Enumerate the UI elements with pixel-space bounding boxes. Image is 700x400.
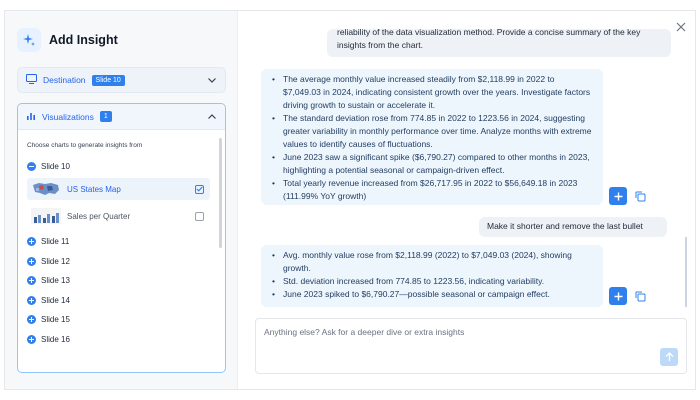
slide-label: Slide 13 (41, 276, 70, 285)
response-actions (609, 287, 647, 305)
slide-15-toggle[interactable] (27, 315, 70, 324)
chat-panel (239, 11, 695, 389)
expand-icon (27, 296, 36, 305)
left-panel (5, 11, 238, 389)
expand-icon (27, 335, 36, 344)
chevron-up-icon[interactable] (207, 112, 217, 122)
destination-badge: Slide 10 (92, 75, 125, 86)
checkbox-unchecked[interactable] (195, 212, 204, 221)
slide-13-toggle[interactable] (27, 276, 70, 285)
chart-name: US States Map (67, 184, 121, 194)
slide-label: Slide 11 (41, 237, 70, 246)
bot-response (261, 69, 603, 205)
visualizations-list (18, 130, 225, 372)
copy-icon[interactable] (633, 189, 647, 203)
bar-chart-thumbnail-icon (31, 208, 61, 224)
expand-icon (27, 276, 36, 285)
slide-10-toggle[interactable] (27, 162, 70, 171)
destination-label: Destination (43, 75, 86, 85)
list-item: • The standard deviation rose from 774.85 in 2022 to 1223.56 in 2024, suggesting greater variability in monthly performance over time. Analyze months with extreme values to identify causes of fluctuations. (283, 112, 593, 151)
visualizations-header[interactable] (18, 104, 225, 130)
slide-label: Slide 14 (41, 296, 70, 305)
dialog-header (17, 25, 118, 55)
bullet-list (283, 73, 593, 203)
slide-label: Slide 10 (41, 162, 70, 171)
chevron-down-icon[interactable] (207, 75, 217, 85)
destination-section[interactable] (17, 67, 226, 93)
map-thumbnail-icon (31, 181, 61, 197)
add-insight-button[interactable] (609, 287, 627, 305)
page-title: Add Insight (49, 33, 118, 47)
user-message-text: Make it shorter and remove the last bullet (487, 221, 643, 231)
bullet-list (283, 249, 593, 301)
list-item: • Avg. monthly value rose from $2,118.99 (2022) to $7,049.03 (2024), showing growth. (283, 249, 593, 275)
add-insight-button[interactable] (609, 187, 627, 205)
expand-icon (27, 237, 36, 246)
monitor-icon (26, 71, 37, 89)
user-message (327, 29, 671, 57)
sparkle-icon (17, 28, 41, 52)
slide-14-toggle[interactable] (27, 296, 70, 305)
list-item: • June 2023 spiked to $6,790.27—possible seasonal or campaign effect. (283, 288, 593, 301)
list-item: • The average monthly value increased steadily from $2,118.99 in 2022 to $7,049.03 in 2024, indicating consistent growth over the years. Investigate factors driving growth to sustain or accelerate it. (283, 73, 593, 112)
expand-icon (27, 257, 36, 266)
bar-chart-icon (26, 108, 36, 126)
list-item: • June 2023 saw a significant spike ($6,790.27) compared to other months in 2023, highlighting a potential seasonal or campaign-driven effect. (283, 151, 593, 177)
scrollbar[interactable] (219, 138, 222, 248)
user-message-text: reliability of the data visualization method. Provide a concise summary of the key insights from the chart. (337, 29, 641, 50)
choose-charts-hint: Choose charts to generate insights from (27, 142, 143, 149)
slide-label: Slide 16 (41, 335, 70, 344)
slide-16-toggle[interactable] (27, 335, 70, 344)
visualizations-count-badge: 1 (100, 111, 112, 122)
scrollbar[interactable] (685, 237, 687, 307)
visualizations-label: Visualizations (42, 111, 94, 122)
list-item: • Total yearly revenue increased from $26,717.95 in 2022 to $56,649.18 in 2023 (111.99% YoY growth) (283, 177, 593, 203)
bot-response (261, 245, 603, 307)
visualizations-section (17, 103, 226, 373)
collapse-icon (27, 162, 36, 171)
chart-item-us-states-map[interactable] (27, 178, 210, 200)
slide-label: Slide 12 (41, 257, 70, 266)
slide-12-toggle[interactable] (27, 257, 70, 266)
send-button[interactable] (660, 348, 678, 366)
chat-input-box (255, 318, 687, 374)
user-message (479, 217, 667, 237)
chart-item-sales-per-quarter[interactable] (27, 205, 210, 227)
slide-11-toggle[interactable] (27, 237, 69, 246)
response-actions (609, 187, 647, 205)
close-icon[interactable] (675, 20, 687, 32)
copy-icon[interactable] (633, 289, 647, 303)
chat-input[interactable] (264, 327, 644, 347)
chart-name: Sales per Quarter (67, 211, 131, 221)
add-insight-dialog (4, 10, 696, 390)
expand-icon (27, 315, 36, 324)
slide-label: Slide 15 (41, 315, 70, 324)
list-item: • Std. deviation increased from 774.85 to 1223.56, indicating variability. (283, 275, 593, 288)
checkbox-checked[interactable] (195, 185, 204, 194)
